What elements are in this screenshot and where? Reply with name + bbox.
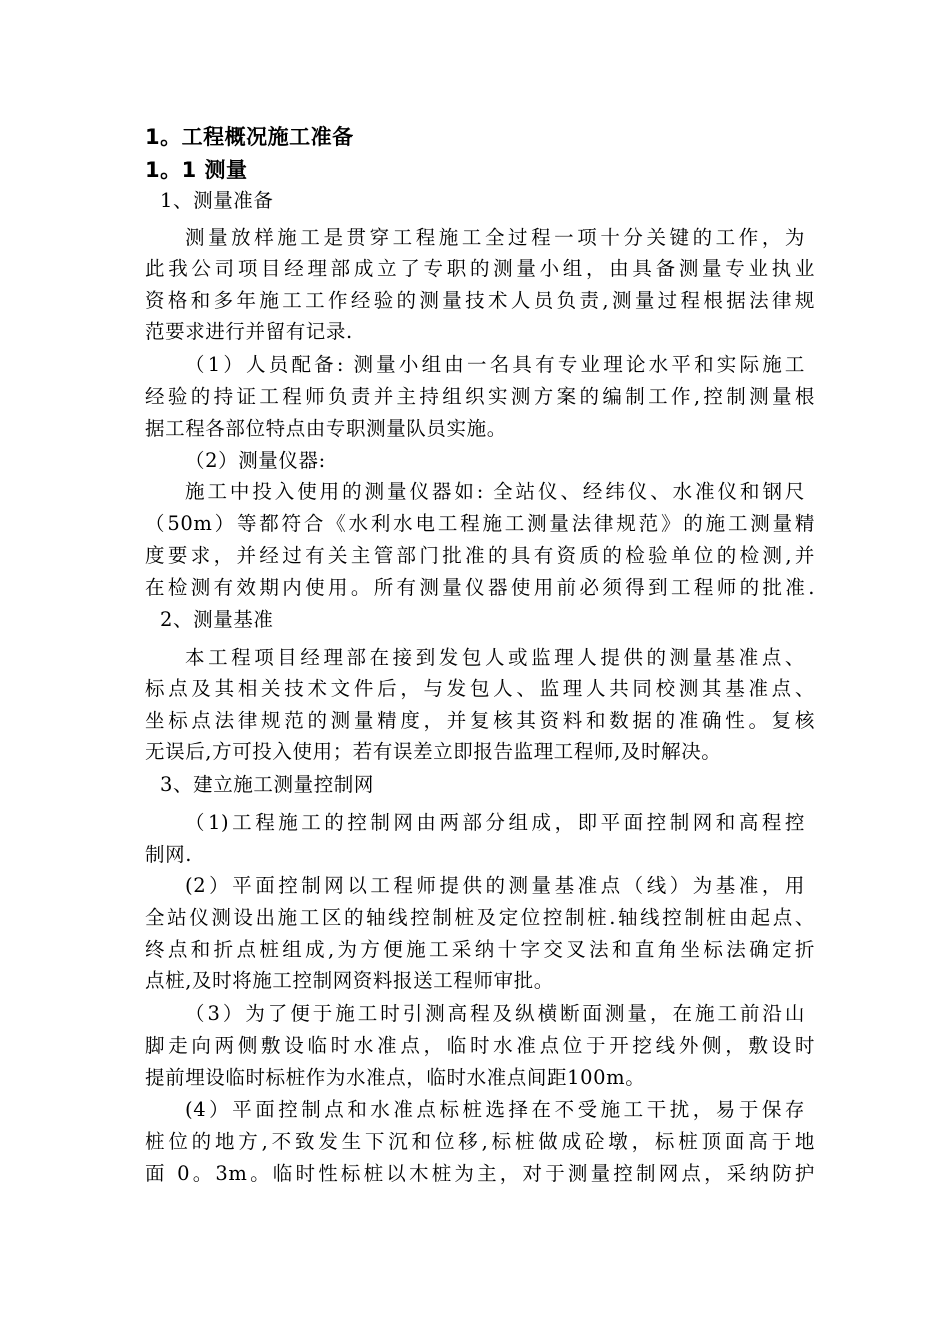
paragraph-line: 测量放样施工是贯穿工程施工全过程一项十分关键的工作，为 [185,226,805,249]
paragraph-line: （50m）等都符合《水利水电工程施工测量法律规范》的施工测量精 [145,512,815,535]
paragraph-line: 制网. [145,843,192,866]
paragraph-line: 范要求进行并留有记录. [145,320,353,343]
paragraph-line: 坐标点法律规范的测量精度，并复核其资料和数据的准确性。复核 [145,709,815,732]
paragraph-line: 面 0。3m。临时性标桩以木桩为主，对于测量控制网点，采纳防护 [145,1162,815,1185]
paragraph-line: 终点和折点桩组成,为方便施工采纳十字交叉法和直角坐标法确定折 [145,938,815,961]
item-heading-measurement-prep: 1、测量准备 [160,189,274,212]
paragraph-line: 全站仪测设出施工区的轴线控制桩及定位控制桩.轴线控制桩由起点、 [145,906,815,929]
paragraph-line: 脚走向两侧敷设临时水准点，临时水准点位于开挖线外侧，敷设时 [145,1034,815,1057]
subsection-heading: 1。1 测量 [145,158,248,182]
paragraph-line: 标点及其相关技术文件后，与发包人、监理人共同校测其基准点、 [145,677,815,700]
paragraph-line: 提前埋设临时标桩作为水准点，临时水准点间距100m。 [145,1066,646,1089]
paragraph-line: 无误后,方可投入使用；若有误差立即报告监理工程师,及时解决。 [145,740,722,763]
paragraph-line: （1)工程施工的控制网由两部分组成，即平面控制网和高程控 [185,811,805,834]
paragraph-line: (2）平面控制网以工程师提供的测量基准点（线）为基准，用 [185,874,805,897]
paragraph-line: 经验的持证工程师负责并主持组织实测方案的编制工作,控制测量根 [145,385,815,408]
paragraph-line: （1）人员配备: 测量小组由一名具有专业理论水平和实际施工 [185,353,805,376]
paragraph-line: 施工中投入使用的测量仪器如: 全站仪、经纬仪、水准仪和钢尺 [185,480,805,503]
paragraph-line: 度要求，并经过有关主管部门批准的具有资质的检验单位的检测,并 [145,544,815,567]
paragraph-line: (4）平面控制点和水准点标桩选择在不受施工干扰，易于保存 [185,1098,805,1121]
paragraph-line: 在检测有效期内使用。所有测量仪器使用前必须得到工程师的批准. [145,576,815,599]
paragraph-line: 此我公司项目经理部成立了专职的测量小组，由具备测量专业执业 [145,257,815,280]
section-heading: 1。工程概况施工准备 [145,125,354,149]
paragraph-line: 本工程项目经理部在接到发包人或监理人提供的测量基准点、 [185,646,805,669]
paragraph-line: 资格和多年施工工作经验的测量技术人员负责,测量过程根据法律规 [145,289,815,312]
paragraph-line: 桩位的地方,不致发生下沉和位移,标桩做成砼墩，标桩顶面高于地 [145,1130,815,1153]
paragraph-line: （2）测量仪器: [185,449,326,472]
paragraph-line: 据工程各部位特点由专职测量队员实施。 [145,417,507,440]
paragraph-line: （3）为了便于施工时引测高程及纵横断面测量，在施工前沿山 [185,1002,805,1025]
paragraph-line: 点桩,及时将施工控制网资料报送工程师审批。 [145,969,554,992]
item-heading-control-network: 3、建立施工测量控制网 [160,773,375,796]
item-heading-measurement-datum: 2、测量基准 [160,608,274,631]
